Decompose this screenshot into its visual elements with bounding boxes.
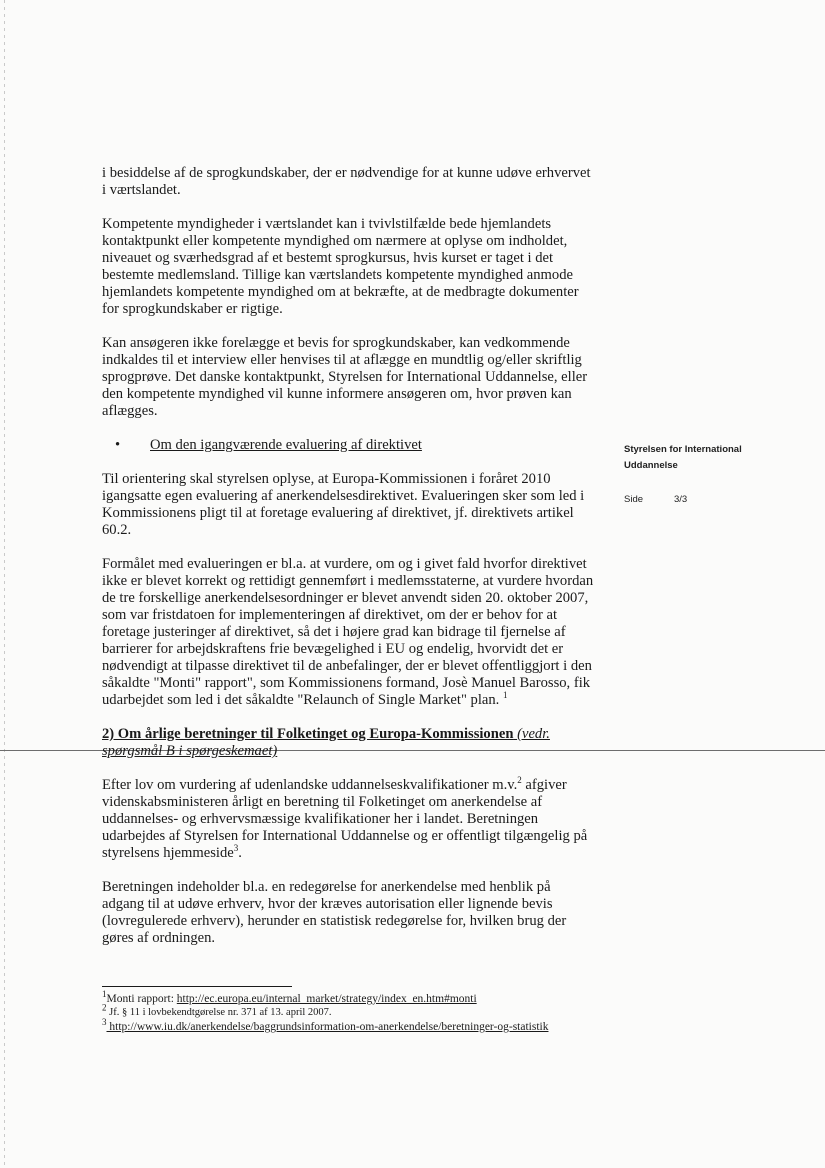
section-2-title: 2) Om årlige beretninger til Folketinget og Europa-Kommissionen [102,726,514,742]
scan-edge [4,0,5,1168]
footnote-1-num: 1 [102,989,107,1000]
bullet-icon: • [115,437,121,453]
footnote-2 [102,1002,594,1020]
footnote-2-num: 2 [102,1002,107,1013]
section-2-heading [102,726,594,760]
section-2-subtitle: (vedr. spørgsmål B i spørgeskemaet) [102,726,550,759]
paragraph-3: Kan ansøgeren ikke forelægge et bevis for sprogkundskaber, kan vedkommende indkaldes til et interview eller henvises til at aflægge en mundtlig og/eller skriftlig sprogprøve. Det danske kontaktpunkt, Styrelsen for International Uddannelse, eller den kompetente myndighed vil kunne informere ansøgeren om, hvor prøven kan aflægges. [102,335,588,419]
paragraph-6-b: afgiver videnskabsministeren årligt en beretning til Folketinget om anerkendelse af uddannelses- og erhvervsmæssige kvalifikationer her i landet. Beretningen udarbejdes af Styrelsen for International Uddannelse og er offentligt tilgængelig på styrelsens hjemmeside [102,777,588,861]
footnote-3 [102,1017,594,1034]
bullet-heading-row [102,437,594,454]
page-value: 3/3 [674,494,688,505]
paragraph-6-a: Efter lov om vurdering af udenlandske uddannelseskvalifikationer m.v. [102,777,518,793]
footnote-ref-1: 1 [502,690,508,701]
bullet-heading: Om den igangværende evaluering af direktivet [150,437,422,453]
page-indicator [624,494,687,505]
footnote-ref-3: 3 [233,843,239,854]
paragraph-2: Kompetente myndigheder i værtslandet kan i tvivlstilfælde bede hjemlandets kontaktpunkt eller kompetente myndighed om nærmere at oplyse om indholdet, niveauet og sværhedsgrad af et bestemt sprogkursus, hvis kurset er taget i det bestemte medlemsland. Tillige kan værtslandets kompetente myndighed anmode hjemlandets kompetente myndighed om at bekræfte, at de medbragte dokumenter for sprogkundskaber er rigtige. [102,216,579,317]
footnote-ref-2: 2 [517,775,522,786]
paragraph-6-end: . [238,845,242,861]
paragraph-1: i besiddelse af de sprogkundskaber, der er nødvendige for at kunne udøve erhvervet i værtslandet. [102,165,591,198]
letter-body [102,165,594,964]
page-label: Side [624,494,644,505]
footnote-3-link[interactable]: http://www.iu.dk/anerkendelse/baggrundsinformation-om-anerkendelse/beretninger-og-statistik [106,1021,549,1033]
footnotes [102,989,594,1034]
sender-org-line2: Uddannelse [624,460,678,471]
footnote-separator [102,986,292,987]
sender-org-line1: Styrelsen for International [624,444,742,455]
footnote-1-link[interactable]: http://ec.europa.eu/internal_market/strategy/index_en.htm#monti [176,993,477,1005]
footnote-2-text: Jf. § 11 i lovbekendtgørelse nr. 371 af 13. april 2007. [106,1007,332,1018]
paragraph-5-text: Formålet med evalueringen er bl.a. at vurdere, om og i givet fald hvorfor direktivet ikke er blevet korrekt og rettidigt gennemført i medlemsstaterne, at vurdere hvordan de tre forskellige anerkendelsesordninger er blevet anvendt siden 20. oktober 2007, som var fristdatoen for implementeringen af direktivet, om der er behov for at foretage justeringer af direktivet, så det i højere grad kan bidrage til fjernelse af barrierer for arbejdskraftens frie bevægelighed i EU og endelig, hvorvidt det er nødvendigt at tilpasse direktivet til de anbefalinger, der er blevet offentliggjort i den såkaldte "Monti" rapport", som Kommissionens formand, Josè Manuel Barosso, fik udarbejdet som led i det såkaldte "Relaunch of Single Market" plan. [102,556,594,708]
footnote-1-label: Monti rapport: [106,993,177,1005]
footnote-3-num: 3 [102,1017,107,1028]
paragraph-5 [102,556,594,709]
paragraph-6 [102,777,594,862]
footnote-1 [102,989,594,1006]
paragraph-4: Til orientering skal styrelsen oplyse, at Europa-Kommissionen i foråret 2010 igangsatte egen evaluering af anerkendelsesdirektivet. Evalueringen sker som led i Kommissionens pligt til at foretage evaluering af direktivet, jf. direktivets artikel 60.2. [102,471,585,538]
paragraph-7: Beretningen indeholder bl.a. en redegørelse for anerkendelse med henblik på adgang til at udøve erhverv, hvor der kræves autorisation eller lignende bevis (lovregulerede erhverv), herunder en statistisk redegørelse for, hvilken brug der gøres af ordningen. [102,879,567,946]
sender-block [624,442,804,474]
